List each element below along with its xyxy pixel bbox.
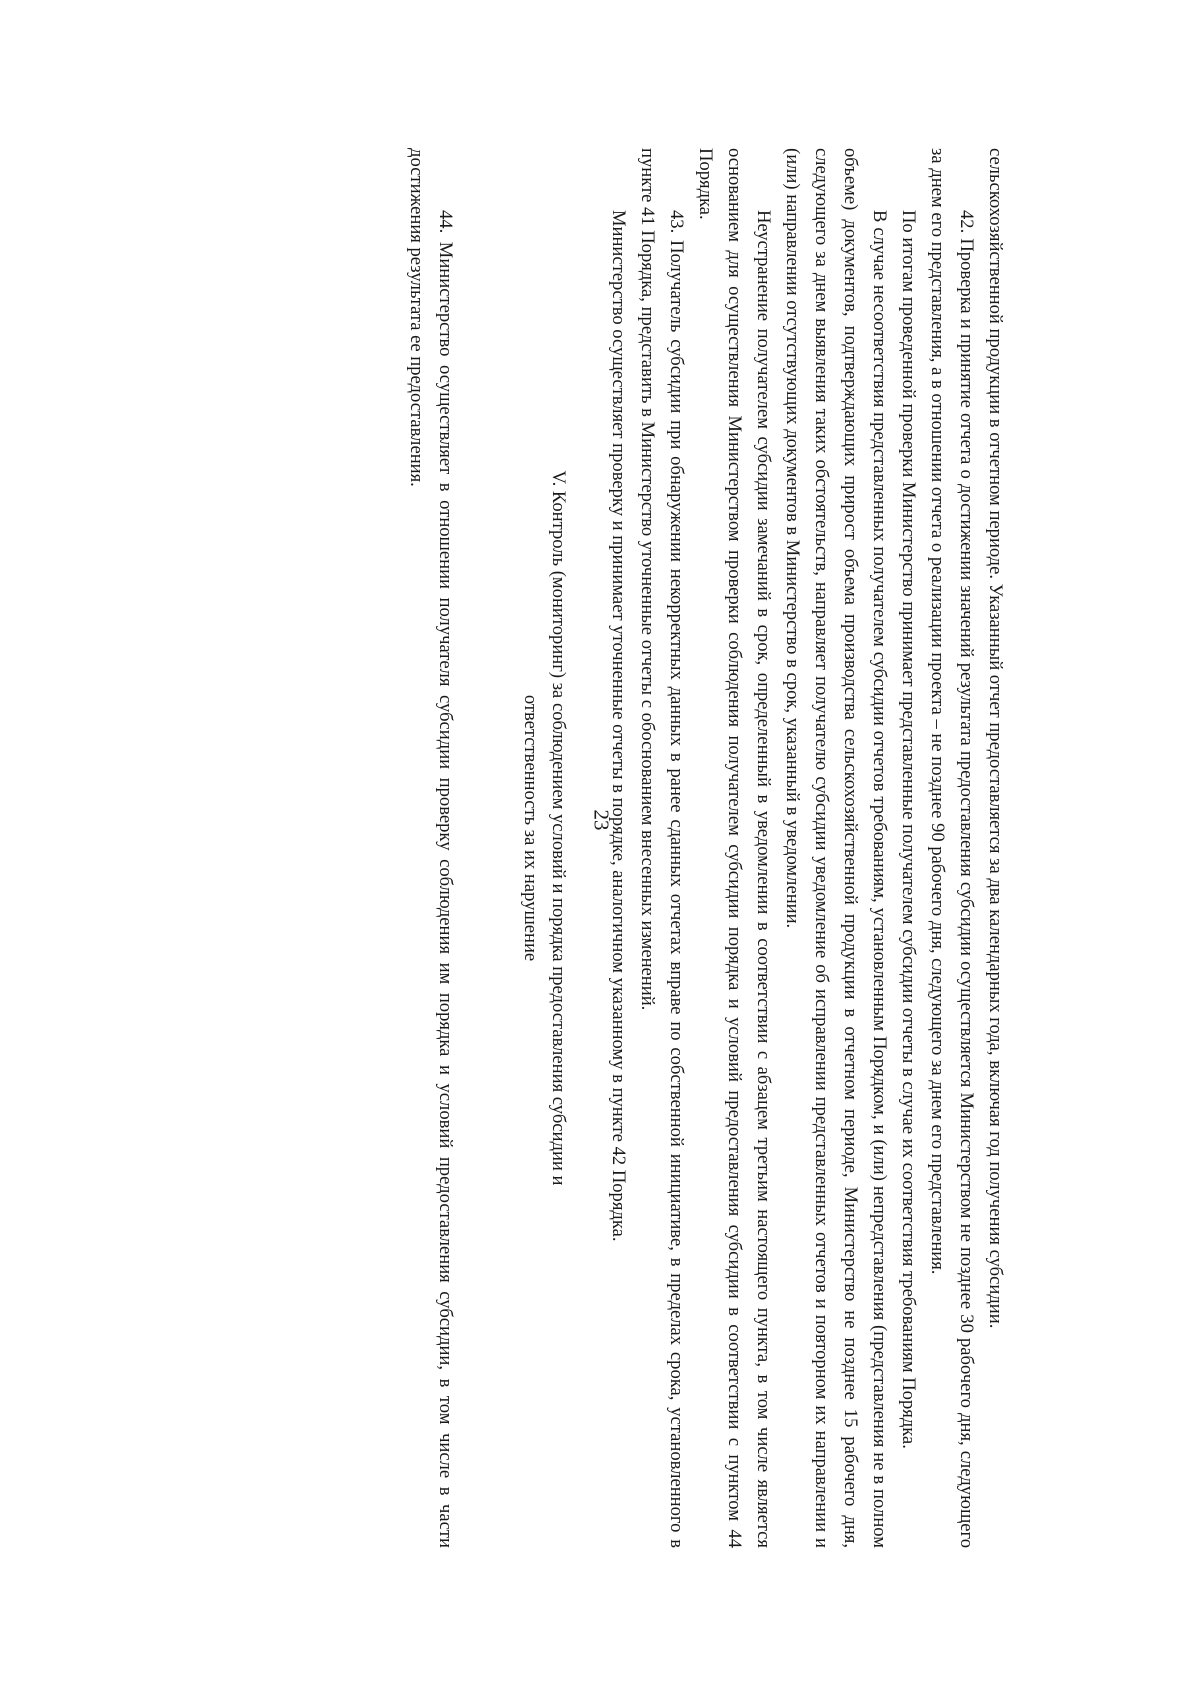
paragraph-44: 44. Министерство осуществляет в отношении получателя субсидии проверку соблюдения им порядка и условий предоставления субсидии, в том числе в части достижения результата ее предоставления. [406, 148, 456, 1548]
paragraph-42: 42. Проверка и принятие отчета о достижении значений результата предоставления субсидии осуществляется Министерством не позднее 30 рабочего дня, следующего за днем его представления, а в отношении отчета о реализации проекта – не позднее 90 рабочего дня, следующего за днем его представления. [927, 148, 977, 1548]
paragraph-review-results: По итогам проведенной проверки Министерство принимает представленные получателем субсидии отчеты в случае их соответствия требованиям Порядка. [898, 210, 919, 1449]
paragraph-43: 43. Получатель субсидии при обнаружении некорректных данных в ранее сданных отчетах вправе по собственной инициативе, в пределах срока, установленного в пункте 41 Порядка, представить в Министерство уточненные отчеты с обоснованием внесенных изменений. [637, 148, 687, 1548]
paragraph-1: сельскохозяйственной продукции в отчетном периоде. Указанный отчет предоставляется за два календарных года, включая год получения субсидии. [985, 148, 1006, 1329]
paragraph-nonconformity: В случае несоответствия представленных получателем субсидии отчетов требованиям, установленным Порядком, и (или) непредставления (представления не в полном объеме) документов, подтверждающих прирост объема производства сельскохозяйственной продукции в отчетном периоде, Министерство не позднее 15 рабочего дня, следующего за днем выявления таких обстоятельств, направляет получателю субсидии уведомление об исправлении представленных отчетов и повторном их направлении и (или) направлении отсутствующих документов в Министерство в срок, указанный в уведомлении. [782, 148, 890, 1548]
section-heading: V. Контроль (мониторинг) за соблюдением условий и порядка предоставления субсидии и ответственность за их нарушение [520, 470, 569, 1186]
paragraph-non-elimination: Неустранение получателем субсидии замечаний в срок, определенный в уведомлении в соответствии с абзацем третьим настоящего пункта, в том числе является основанием для осуществления Министерством проверки соблюдения получателем субсидии порядка и условий предоставления субсидии в соответствии с пунктом 44 Порядка. [695, 148, 774, 1548]
page-number: 23 [589, 809, 614, 831]
document-body [190, 148, 1010, 1548]
paragraph-ministry-verification: Министерство осуществляет проверку и принимает уточненные отчеты в порядке, аналогичном указанному в пункте 42 Порядка. [608, 210, 629, 1242]
